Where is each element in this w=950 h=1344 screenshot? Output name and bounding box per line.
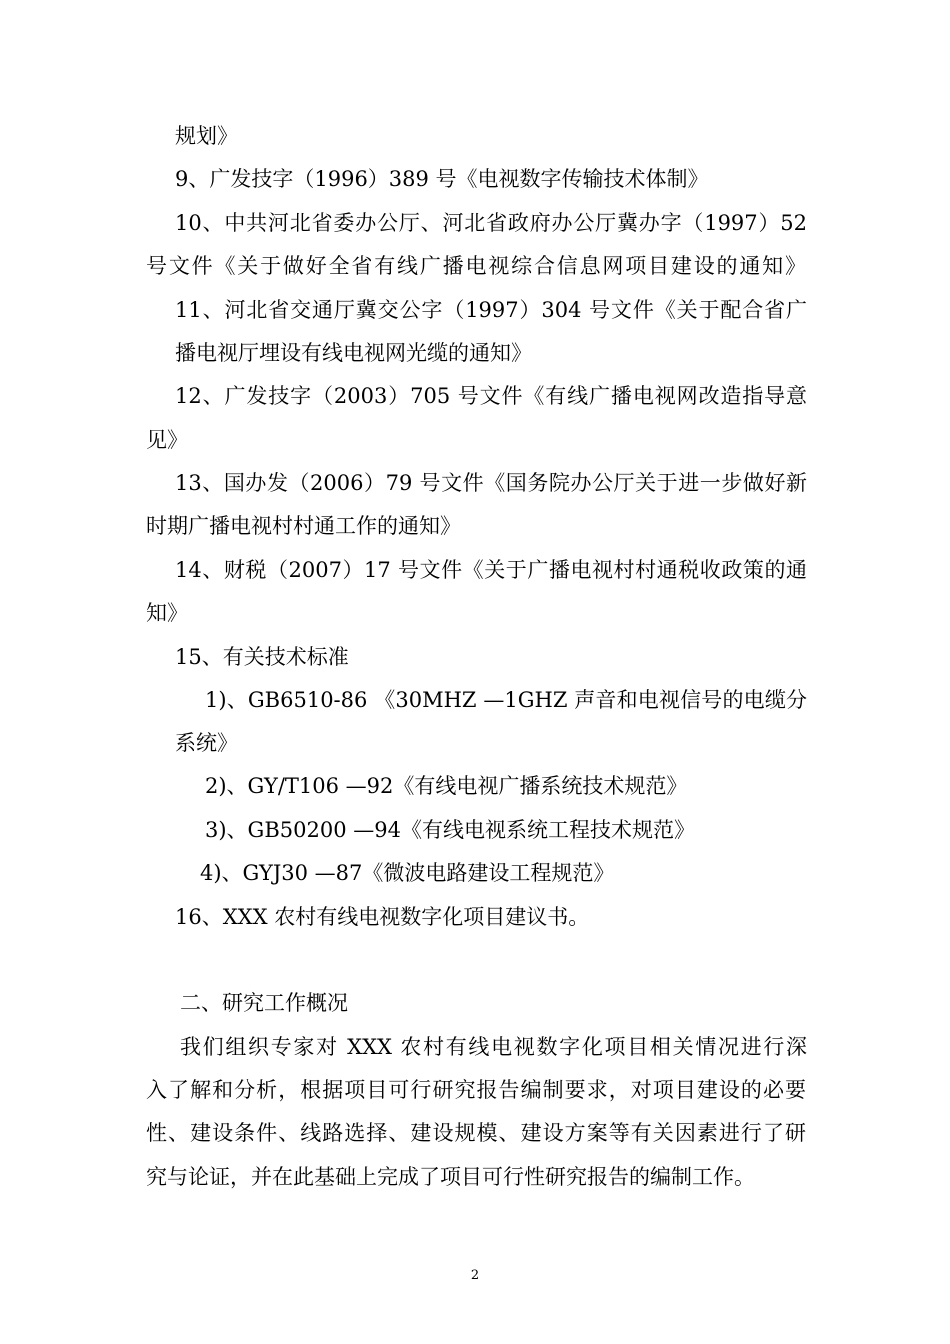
text-line-4: 号文件《关于做好全省有线广播电视综合信息网项目建设的通知》	[146, 254, 806, 278]
text-line-14: 1)、GB6510-86 《30MHZ —1GHZ 声音和电视信号的电缆分	[205, 688, 807, 712]
text-line-3: 10、中共河北省委办公厅、河北省政府办公厅冀办字（1997）52	[175, 211, 807, 235]
text-line-8: 见》	[146, 428, 188, 452]
text-line-10: 时期广播电视村村通工作的通知》	[146, 514, 461, 538]
text-line-21: 我们组织专家对 XXX 农村有线电视数字化项目相关情况进行深	[180, 1035, 807, 1059]
text-line-11: 14、财税（2007）17 号文件《关于广播电视村村通税收政策的通	[175, 558, 807, 582]
text-line-24: 究与论证，并在此基础上完成了项目可行性研究报告的编制工作。	[146, 1165, 755, 1189]
text-line-22: 入了解和分析，根据项目可行研究报告编制要求，对项目建设的必要	[146, 1078, 806, 1102]
section-heading: 二、研究工作概况	[180, 991, 348, 1015]
text-line-6: 播电视厅埋设有线电视网光缆的通知》	[175, 341, 532, 365]
text-line-19: 16、XXX 农村有线电视数字化项目建议书。	[175, 905, 590, 929]
text-line-7: 12、广发技字（2003）705 号文件《有线广播电视网改造指导意	[175, 384, 807, 408]
page-number: 2	[470, 1268, 480, 1283]
text-line-9: 13、国办发（2006）79 号文件《国务院办公厅关于进一步做好新	[175, 471, 807, 495]
text-line-1: 规划》	[175, 124, 238, 148]
text-line-13: 15、有关技术标准	[175, 645, 349, 669]
text-line-2: 9、广发技字（1996）389 号《电视数字传输技术体制》	[175, 167, 709, 191]
text-line-18: 4)、GYJ30 —87《微波电路建设工程规范》	[200, 861, 615, 885]
text-line-23: 性、建设条件、线路选择、建设规模、建设方案等有关因素进行了研	[146, 1121, 806, 1145]
text-line-12: 知》	[146, 601, 188, 625]
text-line-17: 3)、GB50200 —94《有线电视系统工程技术规范》	[205, 818, 695, 842]
text-line-5: 11、河北省交通厅冀交公字（1997）304 号文件《关于配合省广	[175, 298, 807, 322]
text-line-16: 2)、GY/T106 —92《有线电视广播系统技术规范》	[205, 774, 688, 798]
text-line-15: 系统》	[175, 731, 238, 755]
